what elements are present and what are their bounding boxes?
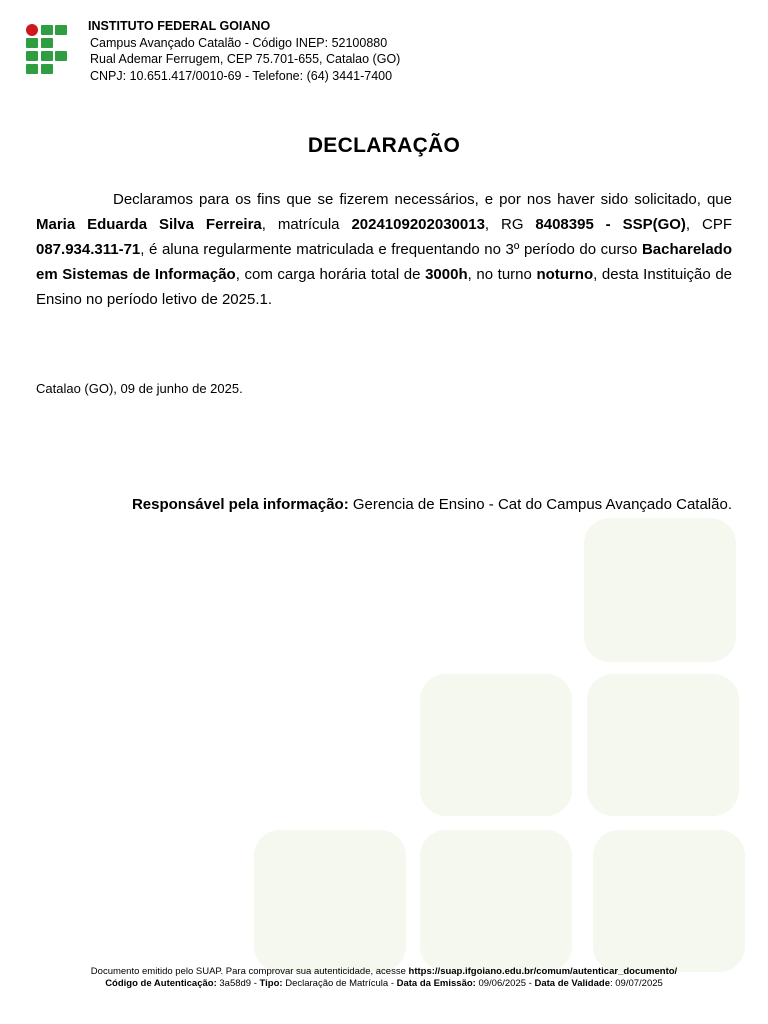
logo-square bbox=[26, 51, 38, 61]
logo-square bbox=[26, 38, 38, 48]
logo-square bbox=[26, 64, 38, 74]
responsible-line bbox=[132, 496, 732, 513]
course-name: Bacharelado em Sistemas de Informação bbox=[36, 241, 732, 283]
contact-line: CNPJ: 10.651.417/0010-69 - Telefone: (64) 3441-7400 bbox=[90, 68, 393, 83]
watermark-block bbox=[593, 830, 745, 972]
address-line: Rual Ademar Ferrugem, CEP 75.701-655, Catalao (GO) bbox=[90, 52, 401, 66]
declaration-paragraph bbox=[36, 187, 732, 312]
watermark-block bbox=[420, 674, 572, 816]
institution-logo-icon bbox=[26, 24, 68, 74]
rg-number: 8408395 - SSP(GO) bbox=[535, 216, 686, 233]
responsible-label: Responsável pela informação: bbox=[131, 496, 349, 513]
student-name: Maria Eduarda Silva Ferreira bbox=[36, 216, 262, 233]
emission-date-label: Data da Emissão: bbox=[396, 978, 476, 989]
body-text: , no turno bbox=[467, 266, 537, 283]
watermark-block bbox=[587, 674, 739, 816]
logo-square bbox=[55, 25, 67, 35]
validity-date-value: : 09/07/2025 bbox=[609, 978, 663, 989]
body-text: , RG bbox=[484, 216, 536, 233]
body-text: , CPF bbox=[685, 216, 732, 233]
course-hours: 3000h bbox=[425, 266, 468, 283]
responsible-value: Gerencia de Ensino - Cat do Campus Avançado Catalão. bbox=[348, 496, 732, 513]
auth-code-value: 3a58d9 - bbox=[216, 978, 260, 989]
campus-line: Campus Avançado Catalão - Código INEP: 52100880 bbox=[90, 35, 388, 50]
logo-square bbox=[41, 51, 53, 61]
logo-square bbox=[41, 38, 53, 48]
document-title: DECLARAÇÃO bbox=[307, 134, 461, 157]
logo-square bbox=[41, 64, 53, 74]
authentication-url[interactable]: https://suap.ifgoiano.edu.br/comum/autenticar_documento/ bbox=[408, 966, 678, 977]
footer-line-1 bbox=[0, 966, 768, 978]
cpf-number: 087.934.311-71 bbox=[36, 241, 141, 258]
watermark-block bbox=[420, 830, 572, 972]
logo-square bbox=[41, 25, 53, 35]
body-text: , desta Instituição de Ensino no período letivo de 2025.1. bbox=[36, 266, 733, 308]
watermark-block bbox=[584, 518, 736, 662]
validity-date-label: Data de Validade bbox=[534, 978, 610, 989]
body-text: , com carga horária total de bbox=[235, 266, 426, 283]
auth-code-label: Código de Autenticação: bbox=[105, 978, 217, 989]
body-text: , matrícula bbox=[261, 216, 352, 233]
type-label: Tipo: bbox=[259, 978, 283, 989]
logo-square bbox=[55, 51, 67, 61]
type-value: Declaração de Matrícula - bbox=[282, 978, 397, 989]
watermark-block bbox=[254, 830, 406, 972]
footer-line-2 bbox=[0, 978, 768, 990]
course-shift: noturno bbox=[536, 266, 594, 283]
body-text: Declaramos para os fins que se fizerem necessários, e por nos haver sido solicitado, que bbox=[113, 191, 732, 208]
emission-date-value: 09/06/2025 - bbox=[475, 978, 535, 989]
date-line: Catalao (GO), 09 de junho de 2025. bbox=[36, 381, 243, 396]
body-text: , é aluna regularmente matriculada e frequentando no 3º período do curso bbox=[140, 241, 642, 258]
document-footer bbox=[0, 966, 768, 990]
document-header bbox=[88, 18, 400, 84]
logo-red-dot bbox=[26, 24, 38, 36]
footer-text: Documento emitido pelo SUAP. Para comprovar sua autenticidade, acesse bbox=[90, 966, 409, 977]
matricula-number: 2024109202030013 bbox=[351, 216, 485, 233]
institution-name: INSTITUTO FEDERAL GOIANO bbox=[88, 19, 271, 33]
